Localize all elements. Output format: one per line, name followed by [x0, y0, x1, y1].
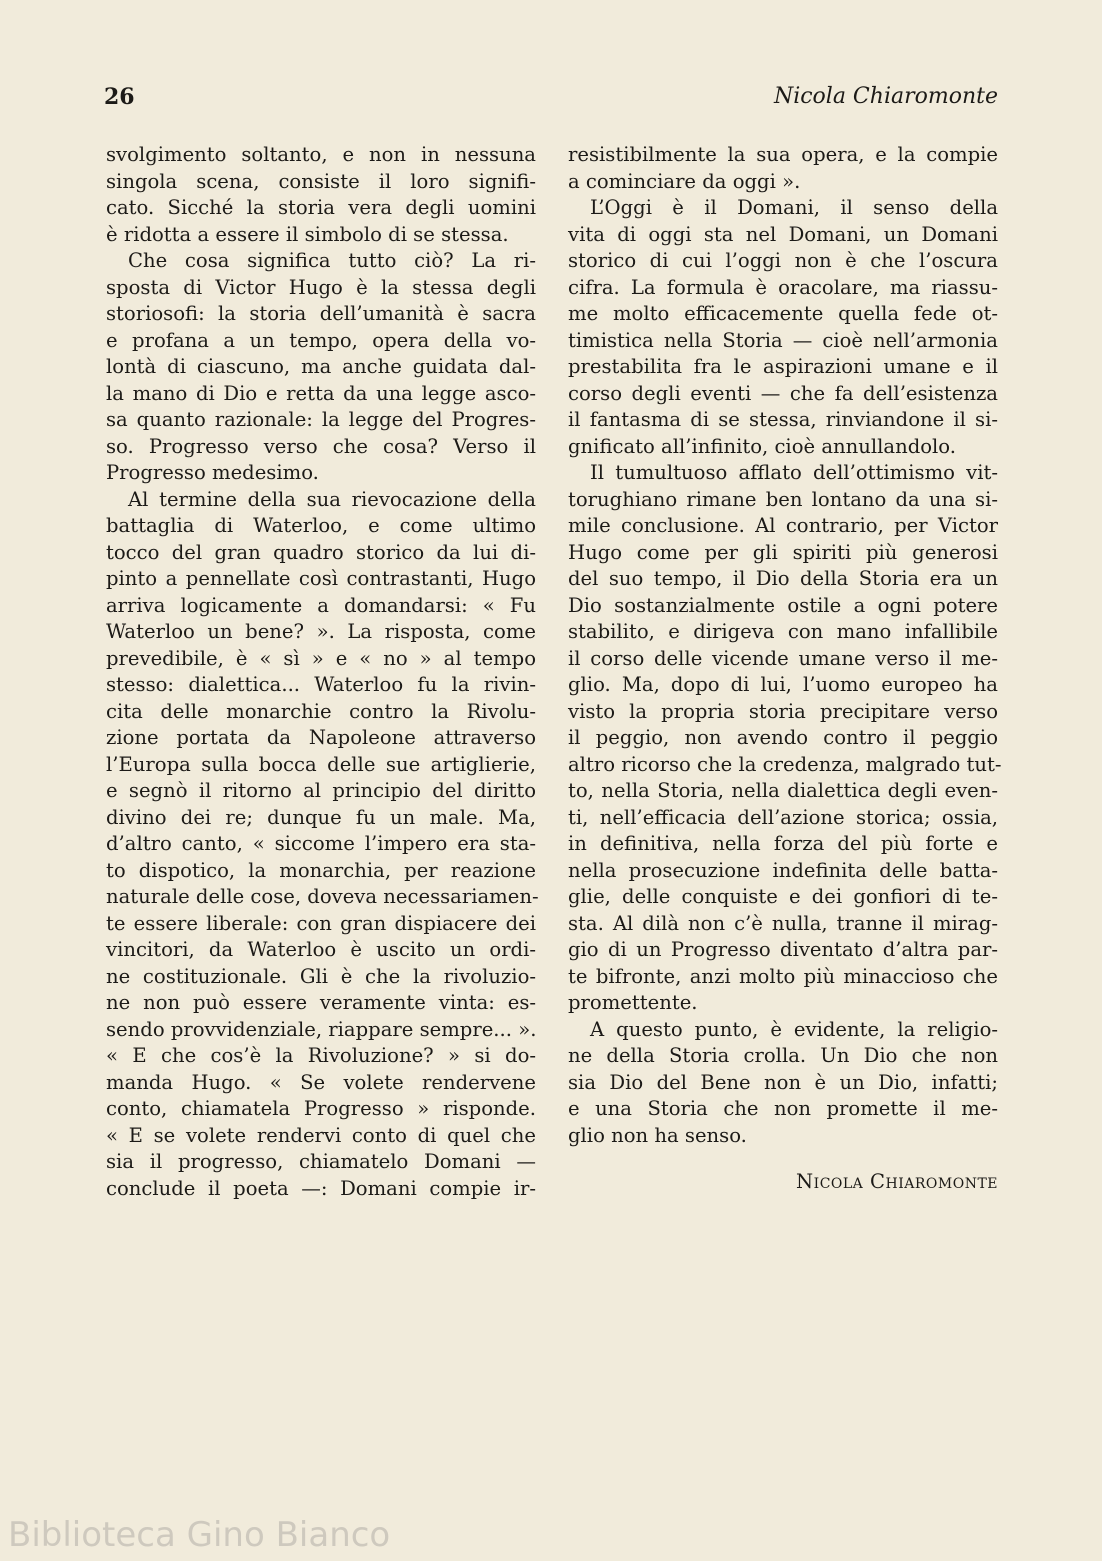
text-line: glio. Ma, dopo di lui, l’uomo europeo ha: [568, 673, 998, 696]
text-line: stabilito, e dirigeva con mano infallibile: [568, 620, 998, 643]
text-line: altro ricorso che la credenza, malgrado tut-: [568, 752, 1002, 776]
text-line: in definitiva, nella forza del più forte e: [568, 832, 998, 855]
text-line: conclude il poeta —: Domani compie ir-: [106, 1176, 536, 1200]
text-line: vincitori, da Waterloo è uscito un ordi-: [106, 938, 536, 961]
text-line: Hugo come per gli spiriti più generosi: [568, 540, 998, 564]
text-line: « E che cos’è la Rivoluzione? » si do-: [106, 1044, 536, 1067]
text-line: il fantasma di se stessa, rinviandone il si-: [568, 408, 998, 431]
text-line: ne non può essere veramente vinta: es-: [106, 991, 536, 1014]
text-line: Progresso medesimo.: [106, 461, 319, 484]
text-line: te essere liberale: con gran dispiacere dei: [106, 911, 536, 935]
text-line: la mano di Dio e retta da una legge asco-: [106, 381, 536, 405]
text-line: il corso delle vicende umane verso il me-: [568, 646, 998, 670]
text-line: storico di cui l’oggi non è che l’oscura: [568, 249, 998, 272]
text-line: conto, chiamatela Progresso » risponde.: [106, 1097, 536, 1120]
right-column: [568, 142, 1002, 1196]
text-line: A questo punto, è evidente, la religio-: [590, 1017, 998, 1041]
text-line: prestabilita fra le aspirazioni umane e il: [568, 355, 998, 378]
text-line: L’Oggi è il Domani, il senso della: [590, 196, 998, 219]
text-line: arriva logicamente a domandarsi: « Fu: [106, 593, 536, 617]
text-line: manda Hugo. « Se volete rendervene: [106, 1070, 536, 1094]
text-line: cita delle monarchie contro la Rivolu-: [106, 699, 536, 723]
text-line: to, nella Storia, nella dialettica degli even-: [568, 779, 998, 802]
text-line: sposta di Victor Hugo è la stessa degli: [106, 275, 536, 299]
text-line: Al termine della sua rievocazione della: [128, 487, 536, 511]
text-line: battaglia di Waterloo, e come ultimo: [106, 514, 536, 537]
text-line: e una Storia che non promette il me-: [568, 1097, 998, 1120]
left-column: [106, 142, 539, 1202]
text-line: zione portata da Napoleone attraverso: [106, 726, 536, 749]
text-line: ne costituzionale. Gli è che la rivoluzio-: [106, 964, 536, 988]
text-line: l’Europa sulla bocca delle sue artiglierie,: [106, 752, 536, 776]
text-line: sia Dio del Bene non è un Dio, infatti;: [568, 1070, 998, 1094]
text-line: lontà di ciascuno, ma anche guidata dal-: [106, 355, 536, 378]
text-line: stesso: dialettica... Waterloo fu la rivin-: [106, 673, 536, 696]
text-line: sta. Al dilà non c’è nulla, tranne il mirag-: [568, 911, 998, 935]
text-line: timistica nella Storia — cioè nell’armonia: [568, 328, 998, 352]
text-line: nella prosecuzione indefinita delle batta-: [568, 858, 998, 882]
text-line: storiosofi: la storia dell’umanità è sacra: [106, 302, 536, 325]
text-line: divino dei re; dunque fu un male. Ma,: [106, 805, 536, 829]
text-line: mile conclusione. Al contrario, per Victor: [568, 514, 998, 537]
text-line: pinto a pennellate così contrastanti, Hugo: [106, 567, 536, 590]
text-line: sendo provvidenziale, riappare sempre... ».: [106, 1017, 537, 1041]
text-line: resistibilmente la sua opera, e la compie: [568, 143, 998, 166]
author-signature: Nicola Chiaromonte: [796, 1170, 998, 1193]
text-line: gnificato all’infinito, cioè annullandolo.: [568, 434, 956, 458]
text-line: prevedibile, è « sì » e « no » al tempo: [106, 646, 536, 670]
text-line: singola scena, consiste il loro signifi-: [106, 169, 536, 193]
text-line: so. Progresso verso che cosa? Verso il: [106, 434, 536, 458]
text-line: « E se volete rendervi conto di quel che: [106, 1123, 536, 1147]
text-line: Che cosa significa tutto ciò? La ri-: [128, 249, 536, 272]
text-line: Dio sostanzialmente ostile a ogni potere: [568, 593, 998, 617]
text-line: e profana a un tempo, opera della vo-: [106, 328, 536, 352]
text-line: è ridotta a essere il simbolo di se stessa.: [106, 222, 509, 246]
text-line: vita di oggi sta nel Domani, un Domani: [568, 222, 998, 246]
text-line: naturale delle cose, doveva necessariamen-: [106, 885, 539, 908]
text-line: glio non ha senso.: [568, 1123, 747, 1147]
text-line: glie, delle conquiste e dei gonfiori di te-: [568, 885, 998, 908]
text-line: sa quanto razionale: la legge del Progres-: [106, 408, 536, 431]
text-line: tocco del gran quadro storico da lui di-: [106, 540, 536, 564]
text-line: a cominciare da oggi ».: [568, 169, 801, 193]
text-line: d’altro canto, « siccome l’impero era sta-: [106, 832, 536, 855]
library-watermark: Biblioteca Gino Bianco: [8, 1515, 391, 1555]
text-line: del suo tempo, il Dio della Storia era un: [568, 567, 998, 590]
text-line: promettente.: [568, 991, 698, 1014]
text-line: gio di un Progresso diventato d’altra par-: [568, 938, 998, 961]
text-line: svolgimento soltanto, e non in nessuna: [106, 143, 536, 166]
running-head: Nicola Chiaromonte: [773, 84, 998, 109]
text-line: ne della Storia crolla. Un Dio che non: [568, 1044, 998, 1067]
text-line: to dispotico, la monarchia, per reazione: [106, 858, 536, 882]
text-line: corso degli eventi — che fa dell’esistenza: [568, 381, 998, 405]
text-line: ti, nell’efficacia dell’azione storica; ossia,: [568, 805, 998, 829]
text-line: Il tumultuoso afflato dell’ottimismo vit-: [590, 461, 998, 484]
text-line: te bifronte, anzi molto più minaccioso che: [568, 964, 998, 988]
text-line: torughiano rimane ben lontano da una si-: [568, 487, 998, 511]
page-number: 26: [104, 84, 135, 110]
text-line: sia il progresso, chiamatelo Domani —: [106, 1150, 536, 1173]
text-line: e segnò il ritorno al principio del diritto: [106, 779, 536, 802]
text-line: cato. Sicché la storia vera degli uomini: [106, 196, 536, 219]
text-line: me molto efficacemente quella fede ot-: [568, 302, 998, 325]
text-line: cifra. La formula è oracolare, ma riassu-: [568, 275, 998, 299]
text-line: Waterloo un bene? ». La risposta, come: [106, 620, 536, 643]
text-line: il peggio, non avendo contro il peggio: [568, 726, 998, 749]
text-line: visto la propria storia precipitare verso: [568, 699, 998, 723]
